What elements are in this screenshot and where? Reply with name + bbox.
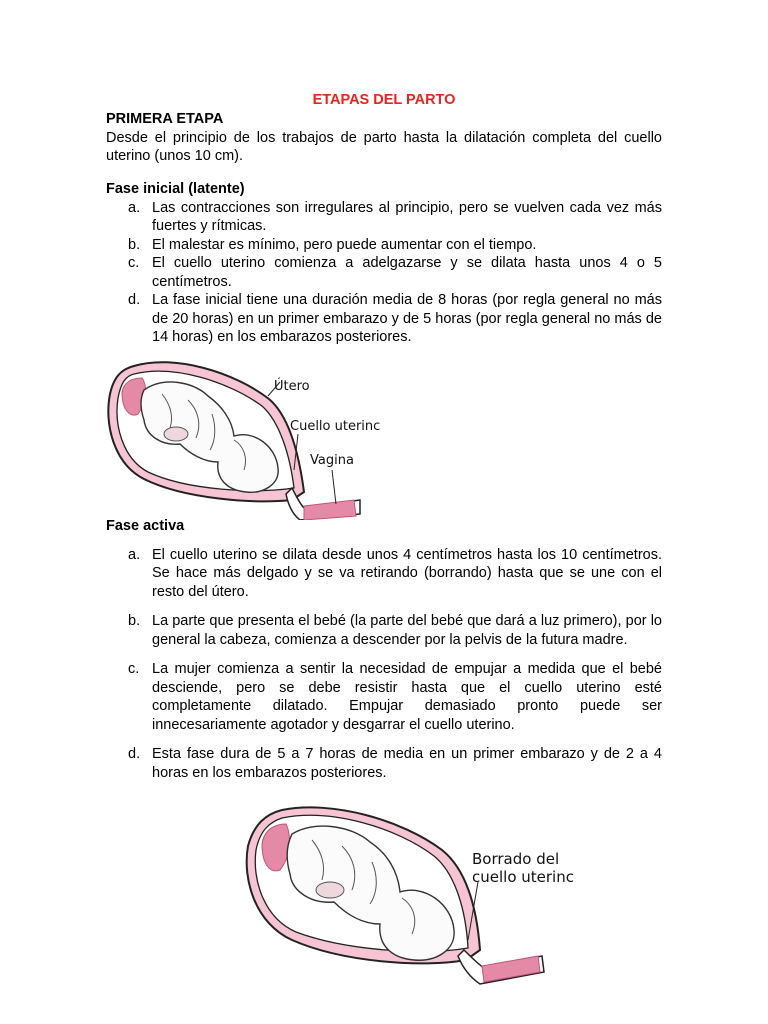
list-item-text: Las contracciones son irregulares al principio, pero se vuelven cada vez más fuertes y rítmicas. [152,199,662,234]
document-title: ETAPAS DEL PARTO [312,92,456,108]
stage1-intro: Desde el principio de los trabajos de parto hasta la dilatación completa del cuello uterino (unos 10 cm). [106,129,662,164]
latent-section [106,180,662,347]
list-marker: c. [128,255,140,271]
list-marker: d. [128,292,141,308]
active-heading: Fase activa [106,518,185,534]
list-item [106,199,662,236]
list-item [106,546,662,602]
list-marker: a. [128,199,141,216]
list-item-text: El cuello uterino comienza a adelgazarse y se dilata hasta unos 4 o 5 centímetros. [152,255,662,290]
list-item [106,660,662,734]
active-list [106,546,662,783]
list-marker: c. [128,661,140,677]
list-marker: b. [128,236,141,253]
stage1-heading: PRIMERA ETAPA [106,111,224,127]
label-utero: Útero [274,379,310,394]
list-item-text: La fase inicial tiene una duración media de 8 horas (por regla general no más de 20 horas) en un primer embarazo y de 5 horas (por regla general no más de 14 horas) en los embarazos posteriores. [152,292,662,345]
list-marker: d. [128,746,141,762]
label-borrado-line2: cuello uterinc [472,868,574,886]
label-borrado-line1: Borrado del [472,850,560,868]
list-item [106,254,662,291]
uterus-illustration-latent [104,354,380,520]
uterus-illustration-active [242,800,578,990]
list-item-text: La parte que presenta el bebé (la parte del bebé que dará a luz primero), por lo general la cabeza, comienza a descender por la pelvis de la futura madre. [152,613,662,648]
latent-heading: Fase inicial (latente) [106,181,245,197]
list-item-text: Esta fase dura de 5 a 7 horas de media en un primer embarazo y de 2 a 4 horas en los embarazos posteriores. [152,746,662,781]
list-item [106,236,662,255]
stage1-section [106,110,662,166]
list-item [106,612,662,649]
list-marker: b. [128,613,141,629]
list-item [106,745,662,782]
label-vagina: Vagina [310,453,354,468]
label-cuello: Cuello uterinc [290,419,380,434]
list-item-text: La mujer comienza a sentir la necesidad de empujar a medida que el bebé desciende, pero se debe resistir hasta que el cuello uterino esté completamente dilatado. Empujar demasiado pronto puede ser innecesariamente agotador y desgarrar el cuello uterino. [152,661,662,733]
list-item-text: El malestar es mínimo, pero puede aumentar con el tiempo. [152,236,537,253]
list-item-text: El cuello uterino se dilata desde unos 4 centímetros hasta los 10 centímetros. Se hace más delgado y se va retirando (borrando) hasta que se une con el resto del útero. [152,546,662,600]
latent-list [106,199,662,347]
active-section [106,517,662,793]
list-marker: a. [128,546,141,563]
list-item [106,291,662,347]
